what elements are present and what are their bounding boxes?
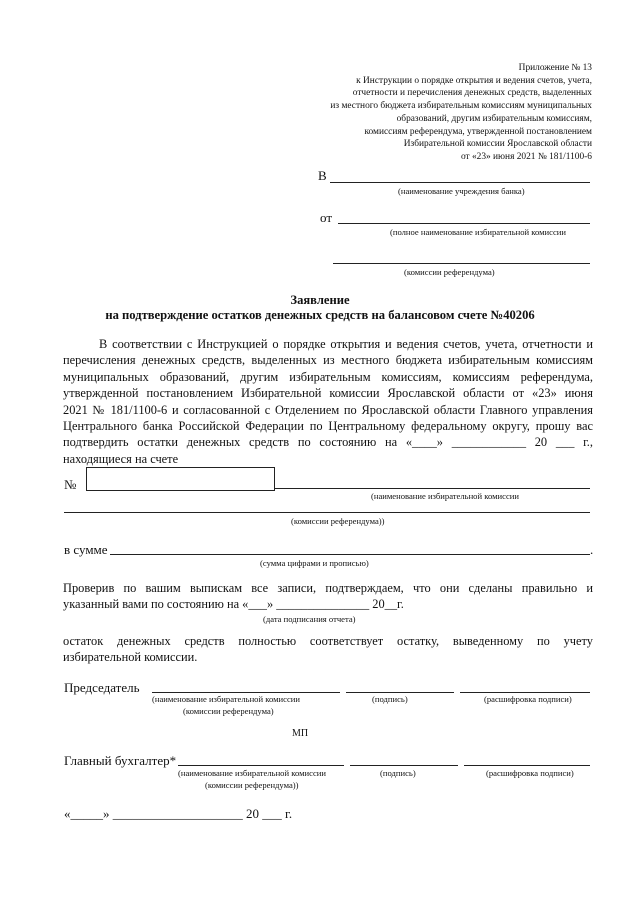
sum-caption: (сумма цифрами и прописью) — [260, 558, 369, 568]
signature-date: «_____» ____________________ 20 ___ г. — [64, 806, 293, 821]
chairman-sign-caption: (подпись) — [372, 694, 408, 704]
accountant-sign-caption: (подпись) — [380, 768, 416, 778]
from-label: от — [320, 210, 333, 225]
appendix-line: к Инструкции о порядке открытия и ведения счетов, учета, — [356, 75, 592, 86]
sum-field[interactable] — [110, 554, 590, 555]
paragraph-line: перечисления денежных средств, выделенных из местного бюджета избирательным комиссиям — [63, 353, 593, 368]
paragraph-line: Центрального банка Российской Федерации по Центральному федеральному округу, прошу вас — [63, 419, 593, 434]
accountant-name-caption: (наименование избирательной комиссии — [178, 768, 326, 778]
report-date-caption: (дата подписания отчета) — [263, 614, 356, 624]
stamp-mark: МП — [292, 728, 309, 739]
account-referendum-caption: (комиссии референдума)) — [291, 516, 385, 526]
account-referendum-field[interactable] — [64, 512, 590, 513]
commission-name-caption: (полное наименование избирательной комиссии — [390, 227, 566, 237]
account-commission-field[interactable] — [274, 488, 590, 489]
chairman-signature-field[interactable] — [346, 692, 454, 693]
chairman-decode-field[interactable] — [460, 692, 590, 693]
paragraph-line: муниципальных образований, другим избирательным комиссиям, комиссиям референдума, — [63, 369, 593, 384]
document-subtitle: на подтверждение остатков денежных средств на балансовом счете №40206 — [105, 308, 535, 322]
appendix-line: из местного бюджета избирательным комиссиям муниципальных — [330, 101, 592, 112]
account-commission-caption: (наименование избирательной комиссии — [371, 491, 519, 501]
appendix-line: комиссиям референдума, утвержденной постановлением — [364, 126, 592, 137]
appendix-line: Избирательной комиссии Ярославской области — [403, 139, 592, 150]
chairman-name-caption-2: (комиссии референдума) — [183, 706, 274, 716]
bank-name-caption: (наименование учреждения банка) — [398, 186, 525, 196]
chairman-name-caption: (наименование избирательной комиссии — [152, 694, 300, 704]
paragraph-line: В соответствии с Инструкцией о порядке открытия и ведения счетов, учета, отчетности и — [99, 337, 593, 351]
referendum-commission-field[interactable] — [333, 263, 590, 264]
paragraph-line: остаток денежных средств полностью соответствует остатку, выведенному по учету — [63, 634, 593, 648]
sum-dot: . — [590, 542, 594, 557]
appendix-line: Приложение № 13 — [518, 63, 592, 73]
request-paragraph — [63, 336, 593, 467]
account-number-input[interactable] — [86, 467, 275, 491]
paragraph-line: указанный вами по состоянию на «___» _______________ 20__г. — [63, 597, 404, 612]
chairman-label: Председатель — [64, 680, 140, 695]
accountant-commission-field[interactable] — [178, 765, 344, 766]
document-title: Заявление — [290, 293, 350, 307]
confirmation-paragraph — [63, 580, 593, 613]
accountant-label: Главный бухгалтер* — [64, 753, 177, 768]
appendix-line: образований, другим избирательным комиссиям, — [396, 113, 592, 124]
referendum-commission-caption: (комиссии референдума) — [404, 267, 495, 277]
sum-label: в сумме — [64, 542, 108, 557]
appendix-header — [330, 62, 592, 164]
paragraph-line: избирательной комиссии. — [63, 650, 198, 665]
paragraph-line: утвержденной постановлением Избирательной комиссии Ярославской области от «23» июня — [63, 386, 593, 401]
paragraph-line: находящиеся на счете — [63, 451, 179, 466]
accountant-decode-field[interactable] — [464, 765, 590, 766]
chairman-decode-caption: (расшифровка подписи) — [484, 694, 572, 704]
appendix-line: от «23» июня 2021 № 181/1100-6 — [460, 151, 592, 162]
accountant-name-caption-2: (комиссии референдума)) — [205, 780, 299, 790]
paragraph-line: Проверив по вашим выпискам все записи, подтверждаем, что они сделаны правильно и — [63, 581, 593, 595]
commission-name-field[interactable] — [338, 223, 590, 224]
account-number-label: № — [64, 477, 77, 492]
bank-name-field[interactable] — [330, 182, 590, 183]
paragraph-line: подтвердить остатки денежных средств по состоянию на «____» ____________ 20 ___ г., — [63, 435, 593, 450]
to-label: В — [318, 168, 327, 183]
paragraph-line: 2021 № 181/1100-6 и согласованной с Отделением по Ярославской области Главного управления — [63, 402, 593, 417]
chairman-commission-field[interactable] — [152, 692, 340, 693]
balance-paragraph — [63, 633, 593, 666]
appendix-line: отчетности и перечисления денежных средств, выделенных — [352, 88, 592, 99]
accountant-decode-caption: (расшифровка подписи) — [486, 768, 574, 778]
accountant-signature-field[interactable] — [350, 765, 458, 766]
